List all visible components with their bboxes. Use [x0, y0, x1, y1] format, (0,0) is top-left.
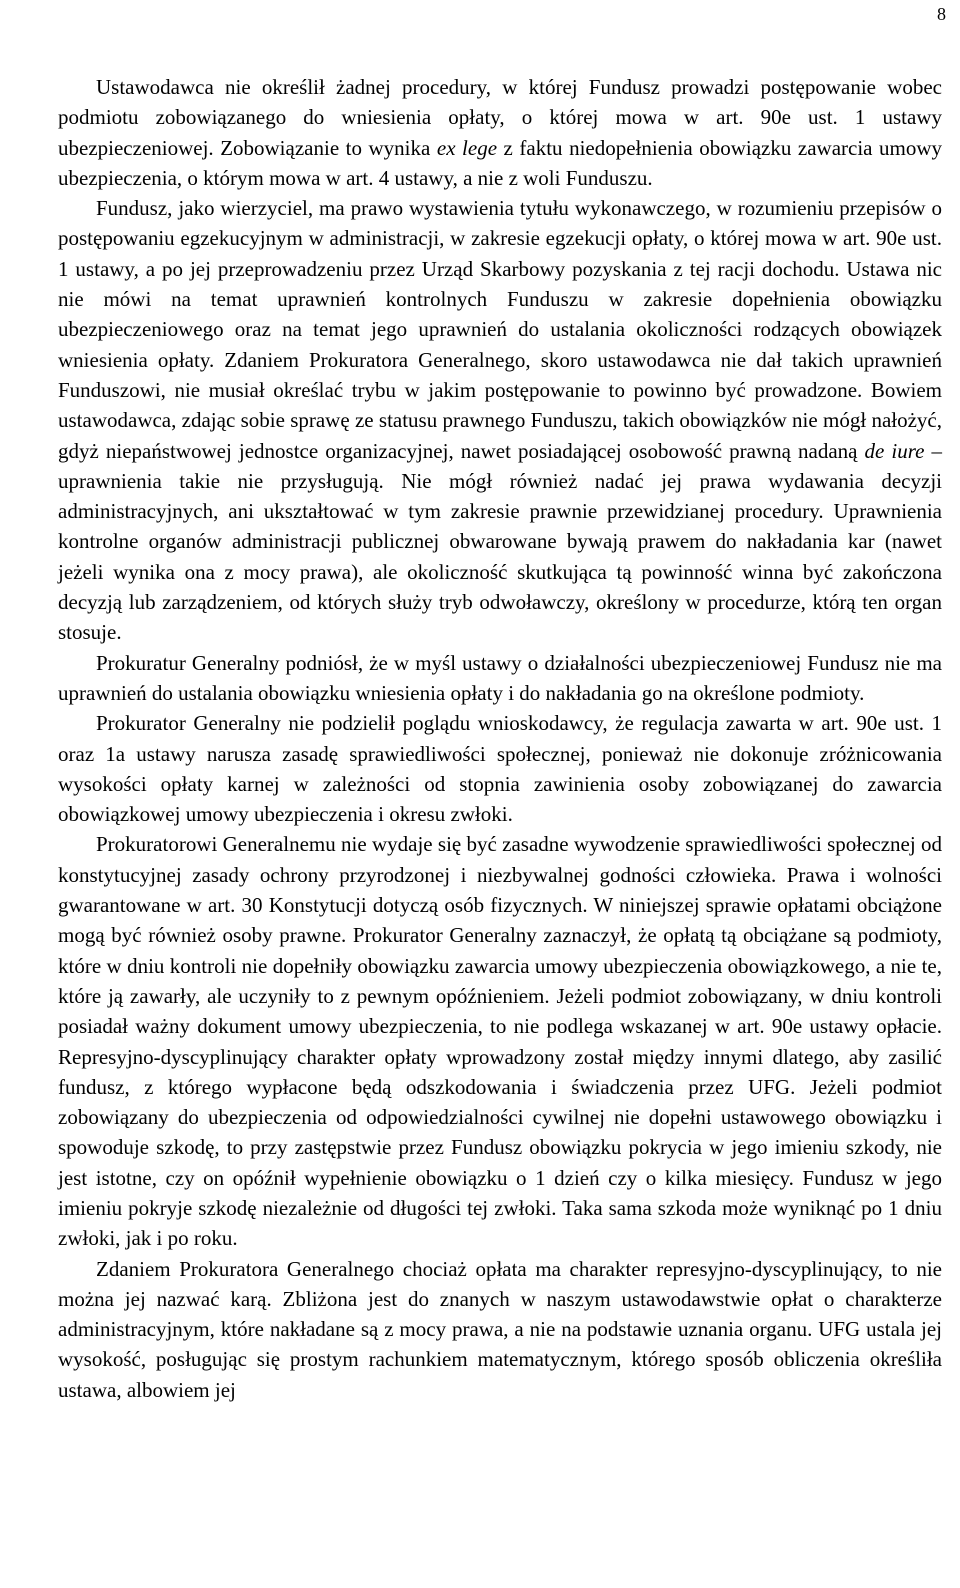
text-run: z faktu niedopełnienia obowiązku zawarcia umowy ubezpieczenia, o którym mowa w art. 4 ustawy, a nie z woli Funduszu.	[58, 135, 943, 190]
page-number: 8	[937, 4, 946, 24]
text-run: Prokurator Generalny nie podzielił poglądu wnioskodawcy, że regulacja zawarta w art. 90e ust. 1 oraz 1a ustawy narusza zasadę sprawiedliwości społecznej, ponieważ nie dokonuje zróżnicowania wysokości opłaty karnej w zależności od stopnia zawinienia osoby zobowiązanej do zawarcia obowiązkowej umowy ubezpieczenia i okresu zwłoki.	[58, 711, 942, 827]
document-body	[58, 72, 942, 1405]
text-run: Zdaniem Prokuratora Generalnego chociaż opłata ma charakter represyjno-dyscyplinujący, to nie można jej nazwać karą. Zbliżona jest do znanych w naszym ustawodawstwie opłat o charakterze administracyjnym, które nakładane są z mocy prawa, a nie na podstawie uznania organu. UFG ustala jej wysokość, posługując się prostym rachunkiem matematycznym, którego sposób obliczenia określiła ustawa, albowiem jej	[58, 1256, 942, 1402]
paragraph-3	[58, 648, 942, 709]
paragraph-4	[58, 708, 942, 829]
text-run: Prokuratur Generalny podniósł, że w myśl ustawy o działalności ubezpieczeniowej Fundusz nie ma uprawnień do ustalania obowiązku wniesienia opłaty i do nakładania go na określone podmioty.	[58, 650, 942, 705]
italic-run: de iure	[864, 438, 925, 463]
paragraph-2	[58, 193, 942, 647]
text-run: Prokuratorowi Generalnemu nie wydaje się być zasadne wywodzenie sprawiedliwości społecznej od konstytucyjnej zasady ochrony przyrodzonej i niezbywalnej godności człowieka. Prawa i wolności gwarantowane w art. 30 Konstytucji dotyczą osób fizycznych. W niniejszej sprawie opłatami obciążone mogą być również osoby prawne. Prokurator Generalny zaznaczył, że opłatą tą obciążane są podmioty, które w dniu kontroli nie dopełniły obowiązku zawarcia umowy ubezpieczenia obowiązkowego, a nie te, które ją zawarły, ale uczyniły to z pewnym opóźnieniem. Jeżeli podmiot zobowiązany, w dniu kontroli posiadał ważny dokument umowy ubezpieczenia, to nie podlega wskazanej w art. 90e ustawy opłacie. Represyjno-dyscyplinujący charakter opłaty wprowadzony został między innymi dlatego, aby zasilić fundusz, z którego wypłacone będą odszkodowania i świadczenia przez UFG. Jeżeli podmiot zobowiązany do ubezpieczenia od odpowiedzialności cywilnej nie dopełni ustawowego obowiązku i spowoduje szkodę, to przy zastępstwie przez Fundusz obowiązku pokrycia w jego imieniu szkody, nie jest istotne, czy on opóźnił wypełnienie obowiązku o 1 dzień czy o kilka miesięcy. Fundusz w jego imieniu pokryje szkodę niezależnie od długości tej zwłoki. Taka sama szkoda może wyniknąć po 1 dniu zwłoki, jak i po roku.	[58, 832, 942, 1251]
text-run: Fundusz, jako wierzyciel, ma prawo wystawienia tytułu wykonawczego, w rozumieniu przepisów o postępowaniu egzekucyjnym w administracji, w zakresie egzekucji opłaty, o której mowa w art. 90e ust. 1 ustawy, a po jej przeprowadzeniu przez Urząd Skarbowy pozyskania z tej racji dochodu. Ustawa nic nie mówi na temat uprawnień kontrolnych Funduszu w zakresie dopełnienia obowiązku ubezpieczeniowego oraz na temat jego uprawnień do ustalania okoliczności rodzących obowiązek wniesienia opłaty. Zdaniem Prokuratora Generalnego, skoro ustawodawca nie dał takich uprawnień Funduszowi, nie musiał określać trybu w jakim postępowanie to powinno być prowadzone. Bowiem ustawodawca, zdając sobie sprawę ze statusu prawnego Funduszu, takich obowiązków nie mógł nałożyć, gdyż niepaństwowej jednostce organizacyjnej, nawet posiadającej osobowość prawną nadaną	[58, 196, 942, 463]
paragraph-6	[58, 1254, 942, 1405]
text-run: Ustawodawca nie określił żadnej procedury, w której Fundusz prowadzi postępowanie wobec podmiotu zobowiązanego do wniesienia opłaty, o której mowa w art. 90e ust. 1 ustawy ubezpieczeniowej. Zobowiązanie to wynika	[58, 75, 942, 160]
paragraph-5	[58, 829, 942, 1253]
paragraph-1	[58, 72, 942, 193]
text-run: – uprawnienia takie nie przysługują. Nie mógł również nadać jej prawa wydawania decyzji administracyjnych, ani ukształtować w tym zakresie prawnie przewidzianej procedury. Uprawnienia kontrolne organów administracji publicznej obwarowane bywają prawem do nakładania kar (nawet jeżeli wynika ona z mocy prawa), ale okoliczność skutkująca tą powinność winna być zakończona decyzją lub zarządzeniem, od których służy tryb odwoławczy, określony w procedurze, którą ten organ stosuje.	[58, 438, 942, 645]
italic-run: ex lege	[436, 135, 498, 160]
